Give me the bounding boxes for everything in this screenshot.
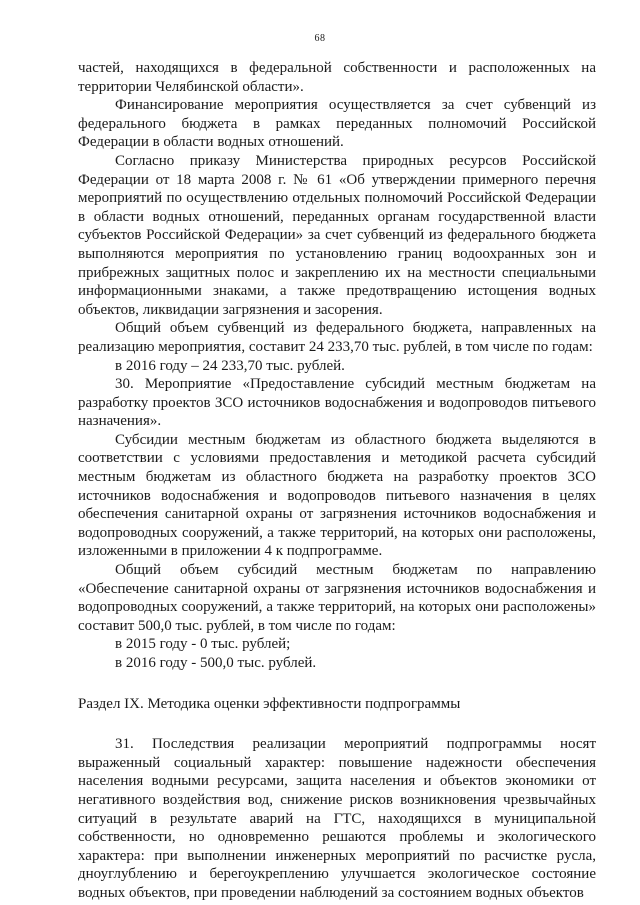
paragraph-financing: Финансирование мероприятия осуществляется за счет субвенций из федерального бюджета в рамках переданных полномочий Российской Федерации в области водных отношений. (78, 97, 596, 151)
year-line-2015: в 2015 году - 0 тыс. рублей; (115, 636, 291, 653)
paragraph-order-reference: Согласно приказу Министерства природных ресурсов Российской Федерации от 18 марта 2008 г. № 61 «Об утверждении примерного перечня мероприятий по осуществлению отдельных полномочий Российской Федерации в области водных отношений, переданных органам государственной власти субъектов Российской Федерации» за счет субвенций из федерального бюджета выполняются мероприятия по установлению границ водоохранных зон и прибрежных защитных полос и закреплению их на местности специальными информационными знаками, а также предотвращению истощения водных объектов, ликвидации загрязнения и засорения. (78, 152, 596, 318)
section-heading: Раздел IX. Методика оценки эффективности подпрограммы (78, 695, 461, 712)
paragraph-continuation: частей, находящихся в федеральной собственности и расположенных на территории Челябинской области». (78, 60, 596, 95)
year-line-2016: в 2016 году - 500,0 тыс. рублей. (115, 655, 317, 671)
document-body (78, 59, 596, 903)
paragraph-subsidies: Субсидии местным бюджетам из областного бюджета выделяются в соответствии с условиями предоставления и методикой расчета субсидий местным бюджетам из областного бюджета на разработку проектов ЗСО источников водоснабжения и водопроводов питьевого назначения в целях обеспечения санитарной охраны от загрязнения источников водоснабжения и водопроводных сооружений, а также территорий, на которых они расположены, изложенными в приложении 4 к подпрограмме. (78, 431, 596, 560)
page-number: 68 (314, 33, 326, 44)
year-line-2016-subvention: в 2016 году – 24 233,70 тыс. рублей. (115, 357, 345, 374)
paragraph-subvention-total: Общий объем субвенций из федерального бюджета, направленных на реализацию мероприятия, составит 24 233,70 тыс. рублей, в том числе по годам: (78, 320, 596, 355)
paragraph-31: 31. Последствия реализации мероприятий подпрограммы носят выраженный социальный характер: повышение надежности обеспечения населения водными ресурсами, защита населения и объектов экономики от негативного воздействия вод, снижение рисков возникновения чрезвычайных ситуаций в результате аварий на ГТС, находящихся в муниципальной собственности, но одновременно решаются проблемы и экологического характера: при выполнении инженерных мероприятий по расчистке русла, дноуглублению и берегоукреплению улучшается экологическое состояние водных объектов, при проведении наблюдений за состоянием водных объектов (78, 736, 596, 901)
paragraph-measure-30: 30. Мероприятие «Предоставление субсидий местным бюджетам на разработку проектов ЗСО источников водоснабжения и водопроводов питьевого назначения». (78, 376, 596, 430)
paragraph-subsidy-total: Общий объем субсидий местным бюджетам по направлению «Обеспечение санитарной охраны от загрязнения источников водоснабжения и водопроводных сооружений, а также территорий, на которых они расположены» составит 500,0 тыс. рублей, в том числе по годам: (78, 562, 596, 634)
